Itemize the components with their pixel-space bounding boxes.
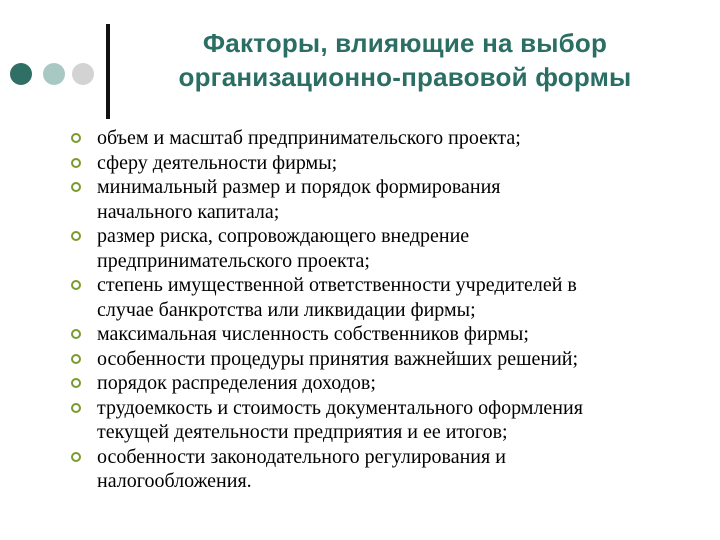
mid-dot-icon [43, 63, 65, 85]
list-item-line: особенности законодательного регулирования и [97, 445, 506, 468]
list-item-line: объем и масштаб предпринимательского проекта; [97, 127, 521, 149]
bullet-circle-icon [71, 452, 81, 462]
bullet-circle-icon [71, 231, 81, 241]
list-item [0, 445, 720, 494]
list-item-line: начального капитала; [97, 200, 280, 223]
list-item [0, 273, 720, 322]
list-item-line: особенности процедуры принятия важнейших решений; [97, 347, 579, 370]
list-item-line: случае банкротства или ликвидации фирмы; [97, 298, 476, 321]
list-item [0, 224, 720, 273]
list-item-text [97, 322, 720, 347]
light-dot-icon [72, 63, 94, 85]
list-item-line: налогообложения. [97, 470, 252, 492]
list-item [0, 175, 720, 224]
bullet-circle-icon [71, 354, 81, 364]
list-item-text [97, 445, 720, 494]
list-item-line: порядок распределения доходов; [97, 372, 376, 394]
list-item [0, 126, 720, 151]
title-line-2: организационно-правовой формы [178, 62, 632, 92]
list-item-text [97, 175, 720, 224]
dark-dot-icon [10, 63, 32, 85]
list-item [0, 151, 720, 176]
bullet-circle-icon [71, 403, 81, 413]
factor-list [0, 126, 720, 494]
vertical-divider [106, 24, 110, 119]
bullet-circle-icon [71, 329, 81, 339]
list-item-line: текущей деятельности предприятия и ее итогов; [97, 421, 508, 443]
list-item-text [97, 151, 720, 176]
decorative-dots [10, 63, 95, 87]
bullet-circle-icon [71, 158, 81, 168]
list-item-line: минимальный размер и порядок формирования [97, 176, 501, 198]
bullet-circle-icon [71, 378, 81, 388]
list-item [0, 371, 720, 396]
list-item-text [97, 126, 720, 151]
list-item-line: степень имущественной ответственности учредителей в [97, 274, 577, 296]
list-item-text [97, 396, 720, 445]
list-item [0, 396, 720, 445]
list-item-text [97, 273, 720, 322]
slide-title [125, 26, 685, 94]
list-item-line: размер риска, сопровождающего внедрение [97, 225, 470, 247]
list-item [0, 347, 720, 372]
bullet-circle-icon [71, 182, 81, 192]
list-item-line: максимальная численность собственников фирмы; [97, 323, 529, 345]
list-item-text [97, 347, 720, 372]
title-line-1: Факторы, влияющие на выбор [202, 28, 608, 58]
list-item-text [97, 224, 720, 273]
list-item-line: трудоемкость и стоимость документального оформления [97, 396, 583, 419]
list-item-text [97, 371, 720, 396]
list-item-line: предпринимательского проекта; [97, 249, 370, 272]
bullet-circle-icon [71, 280, 81, 290]
list-item [0, 322, 720, 347]
list-item-line: сферу деятельности фирмы; [97, 151, 338, 174]
bullet-circle-icon [71, 133, 81, 143]
